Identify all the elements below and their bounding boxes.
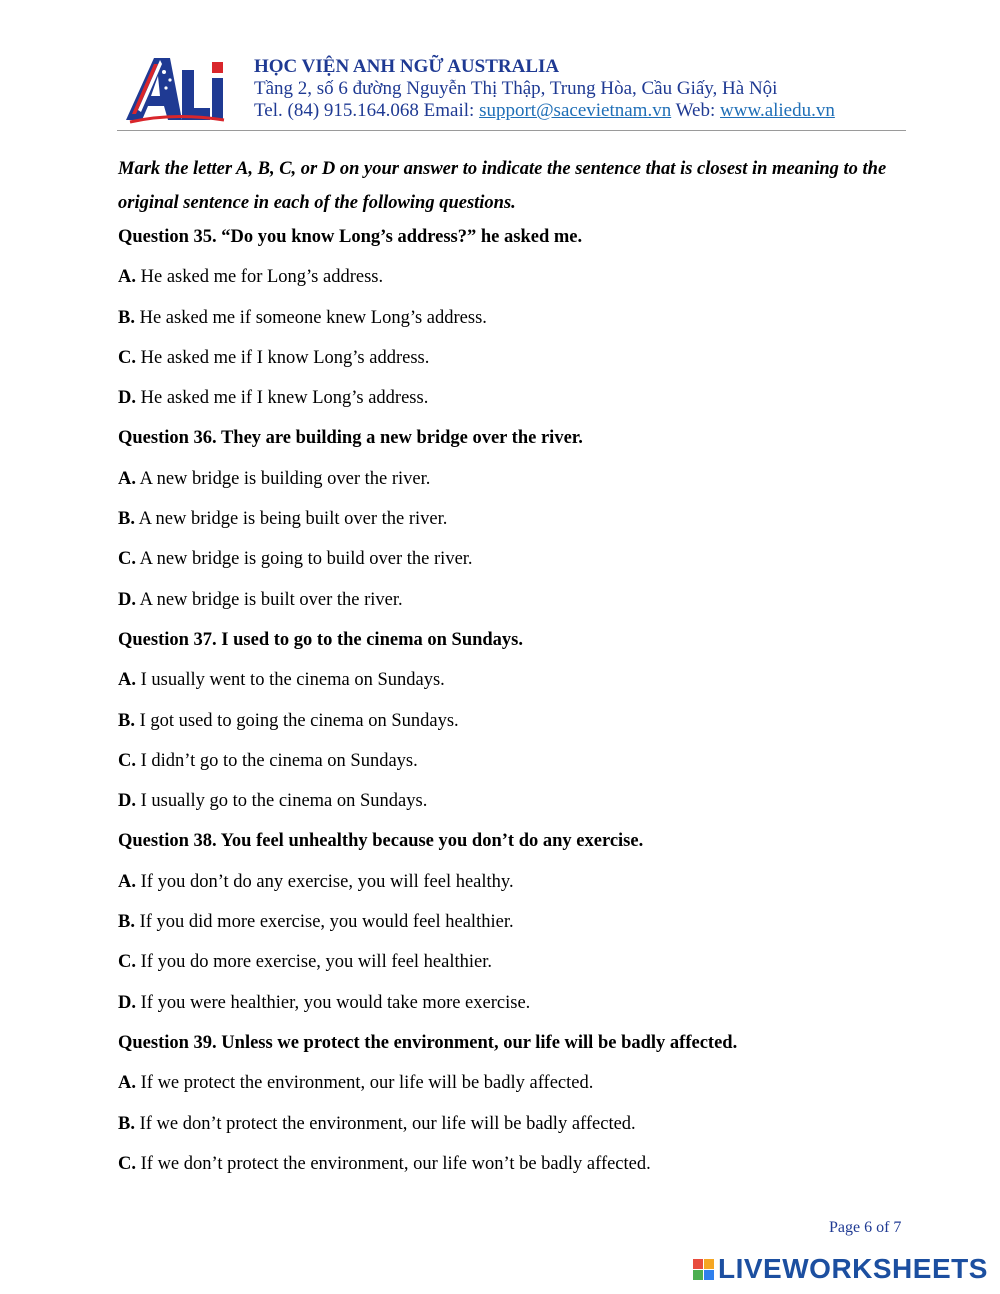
answer-option[interactable] [118,548,918,588]
ali-logo [124,50,234,124]
answer-option[interactable] [118,307,918,347]
answer-option[interactable] [118,1113,918,1153]
option-text: A new bridge is going to build over the river. [136,549,473,570]
option-letter: B. [118,307,135,328]
option-text: A new bridge is building over the river. [136,468,431,489]
question-stem: Question 38. You feel unhealthy because you don’t do any exercise. [118,831,644,852]
option-text: He asked me if someone knew Long’s address. [134,307,487,328]
option-letter: A. [118,670,136,691]
option-letter: D. [118,589,136,610]
option-text: He asked me if I knew Long’s address. [136,388,429,409]
brand-blocks-icon [693,1259,714,1280]
answer-option[interactable] [118,871,918,911]
answer-option[interactable] [118,790,918,830]
answer-option[interactable] [118,1072,918,1112]
answer-option[interactable] [118,669,918,709]
header-info [254,56,835,122]
answer-option[interactable] [118,589,918,629]
question-content [118,152,918,1193]
option-text: If we don’t protect the environment, our life won’t be badly affected. [136,1153,651,1174]
answer-option[interactable] [118,750,918,790]
answer-option[interactable] [118,951,918,991]
option-letter: C. [118,750,136,771]
option-letter: B. [118,1113,135,1134]
option-text: If you were healthier, you would take more exercise. [136,992,531,1013]
option-letter: C. [118,1153,136,1174]
option-text: If we protect the environment, our life will be badly affected. [136,1073,594,1094]
option-text: He asked me if I know Long’s address. [136,347,430,368]
option-letter: B. [118,710,135,731]
logo-i-shape [212,78,223,120]
option-text: I got used to going the cinema on Sundays. [134,710,459,731]
brand-block [704,1259,714,1269]
option-letter: B. [118,912,135,933]
question-stem: Question 35. “Do you know Long’s address?” he asked me. [118,227,583,247]
address-line: Tầng 2, số 6 đường Nguyễn Thị Thập, Trung Hòa, Cầu Giấy, Hà Nội [254,78,778,99]
tel-label: Tel. (84) 915.164.068 Email: [254,100,475,121]
option-text: If we don’t protect the environment, our life will be badly affected. [134,1113,636,1134]
option-text: I usually went to the cinema on Sundays. [136,670,445,691]
option-text: If you did more exercise, you would feel healthier. [134,912,514,933]
question-stem: Question 36. They are building a new bridge over the river. [118,428,583,449]
brand-block [693,1270,703,1280]
institute-name: HỌC VIỆN ANH NGỮ AUSTRALIA [254,56,560,77]
option-letter: D. [118,992,136,1013]
option-letter: C. [118,347,136,368]
option-letter: A. [118,1073,136,1094]
option-text: I usually go to the cinema on Sundays. [136,791,428,812]
option-letter: D. [118,388,136,409]
instructions: Mark the letter A, B, C, or D on your answer to indicate the sentence that is closest in meaning to the original sentence in each of the following questions. [118,159,887,213]
answer-option[interactable] [118,710,918,750]
option-text: If you do more exercise, you will feel healthier. [136,952,492,973]
option-text: If you don’t do any exercise, you will feel healthy. [136,871,514,892]
brand-block [704,1270,714,1280]
option-text: I didn’t go to the cinema on Sundays. [136,750,418,771]
option-text: He asked me for Long’s address. [136,267,384,288]
email-link[interactable]: support@sacevietnam.vn [479,100,672,121]
answer-option[interactable] [118,266,918,306]
option-text: A new bridge is being built over the river. [134,509,448,530]
answer-option[interactable] [118,468,918,508]
answer-option[interactable] [118,347,918,387]
brand-block [693,1259,703,1269]
answer-option[interactable] [118,1153,918,1193]
contact-line [254,100,835,122]
question-stem: Question 39. Unless we protect the environment, our life will be badly affected. [118,1032,738,1053]
web-label: Web: [675,100,716,121]
option-letter: A. [118,267,136,288]
question-list [118,226,918,1193]
brand-wordmark: LIVEWORKSHEETS [718,1253,988,1284]
header-divider [117,130,906,131]
option-letter: D. [118,791,136,812]
question-stem: Question 37. I used to go to the cinema on Sundays. [118,629,524,650]
option-letter: A. [118,871,136,892]
liveworksheets-brand [693,1254,988,1284]
web-link[interactable]: www.aliedu.vn [720,100,835,121]
option-letter: B. [118,509,135,530]
option-letter: A. [118,468,136,489]
option-text: A new bridge is built over the river. [136,589,403,610]
answer-option[interactable] [118,387,918,427]
answer-option[interactable] [118,992,918,1032]
answer-option[interactable] [118,508,918,548]
answer-option[interactable] [118,911,918,951]
option-letter: C. [118,952,136,973]
page-number: Page 6 of 7 [829,1219,902,1236]
option-letter: C. [118,549,136,570]
